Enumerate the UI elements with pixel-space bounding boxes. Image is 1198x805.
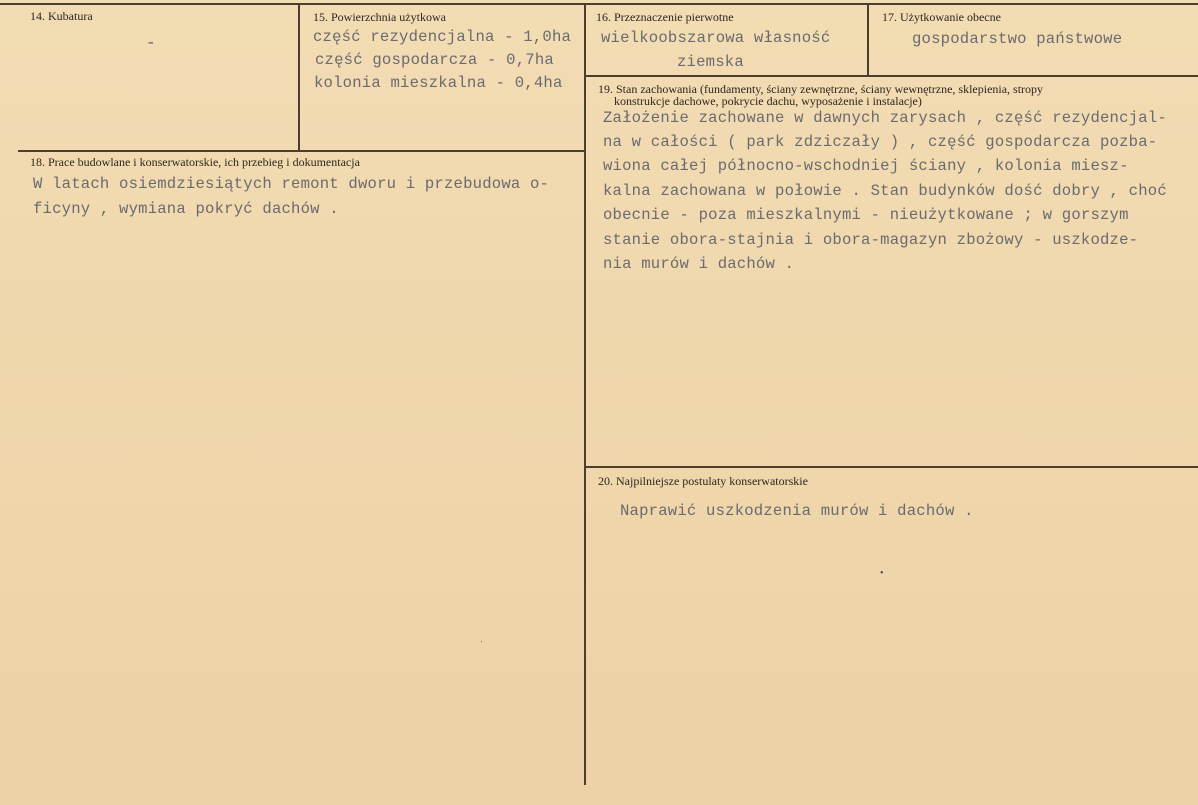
divider-h-2 xyxy=(18,150,585,152)
field-19-line-3: wiona całej północno-wschodniej ściany , kolonia miesz- xyxy=(603,157,1129,175)
divider-h-1 xyxy=(585,75,1198,77)
ink-speck-1: • xyxy=(880,568,884,579)
field-19-line-7: nia murów i dachów . xyxy=(603,255,795,273)
field-17-label: 17. Użytkowanie obecne xyxy=(882,10,1001,24)
field-19-label-line-1: 19. Stan zachowania (fundamenty, ściany zewnętrzne, ściany wewnętrzne, sklepienia, stropy xyxy=(598,82,1044,96)
ink-speck-2: ˈ xyxy=(480,640,484,651)
field-20-label: 20. Najpilniejsze postulaty konserwatorskie xyxy=(598,474,808,488)
top-border-line xyxy=(0,3,1198,5)
field-18-label: 18. Prace budowlane i konserwatorskie, ich przebieg i dokumentacja xyxy=(30,155,360,169)
field-19-label-line-2: konstrukcje dachowe, pokrycie dachu, wyposażenie i instalacje) xyxy=(614,94,922,108)
field-19-line-2: na w całości ( park zdziczały ) , część gospodarcza pozba- xyxy=(603,133,1158,151)
field-18-line-1: W latach osiemdziesiątych remont dworu i przebudowa o- xyxy=(33,175,550,193)
field-15-line-2: część gospodarcza - 0,7ha xyxy=(315,51,554,69)
field-16-line-2: ziemska xyxy=(677,53,744,71)
divider-v-2 xyxy=(584,4,586,785)
field-15-line-1: część rezydencjalna - 1,0ha xyxy=(313,28,572,46)
field-20-value: Naprawić uszkodzenia murów i dachów . xyxy=(620,502,974,520)
field-18-line-2: ficyny , wymiana pokryć dachów . xyxy=(33,200,339,218)
divider-v-1 xyxy=(298,4,300,151)
field-19-line-5: obecnie - poza mieszkalnymi - nieużytkowane ; w gorszym xyxy=(603,206,1129,224)
field-15-label: 15. Powierzchnia użytkowa xyxy=(313,10,446,24)
field-15-line-3: kolonia mieszkalna - 0,4ha xyxy=(314,74,563,92)
field-19-line-4: kalna zachowana w połowie . Stan budynków dość dobry , choć xyxy=(603,182,1167,200)
field-19-line-1: Założenie zachowane w dawnych zarysach , część rezydencjal- xyxy=(603,109,1167,127)
field-16-label: 16. Przeznaczenie pierwotne xyxy=(596,10,734,24)
field-17-value: gospodarstwo państwowe xyxy=(912,30,1123,48)
field-16-line-1: wielkoobszarowa własność xyxy=(601,29,831,47)
divider-h-3 xyxy=(585,466,1198,468)
divider-v-3 xyxy=(867,4,869,76)
field-19-line-6: stanie obora-stajnia i obora-magazyn zbożowy - uszkodze- xyxy=(603,231,1139,249)
field-14-value: - xyxy=(146,34,156,52)
field-14-label: 14. Kubatura xyxy=(30,9,93,23)
